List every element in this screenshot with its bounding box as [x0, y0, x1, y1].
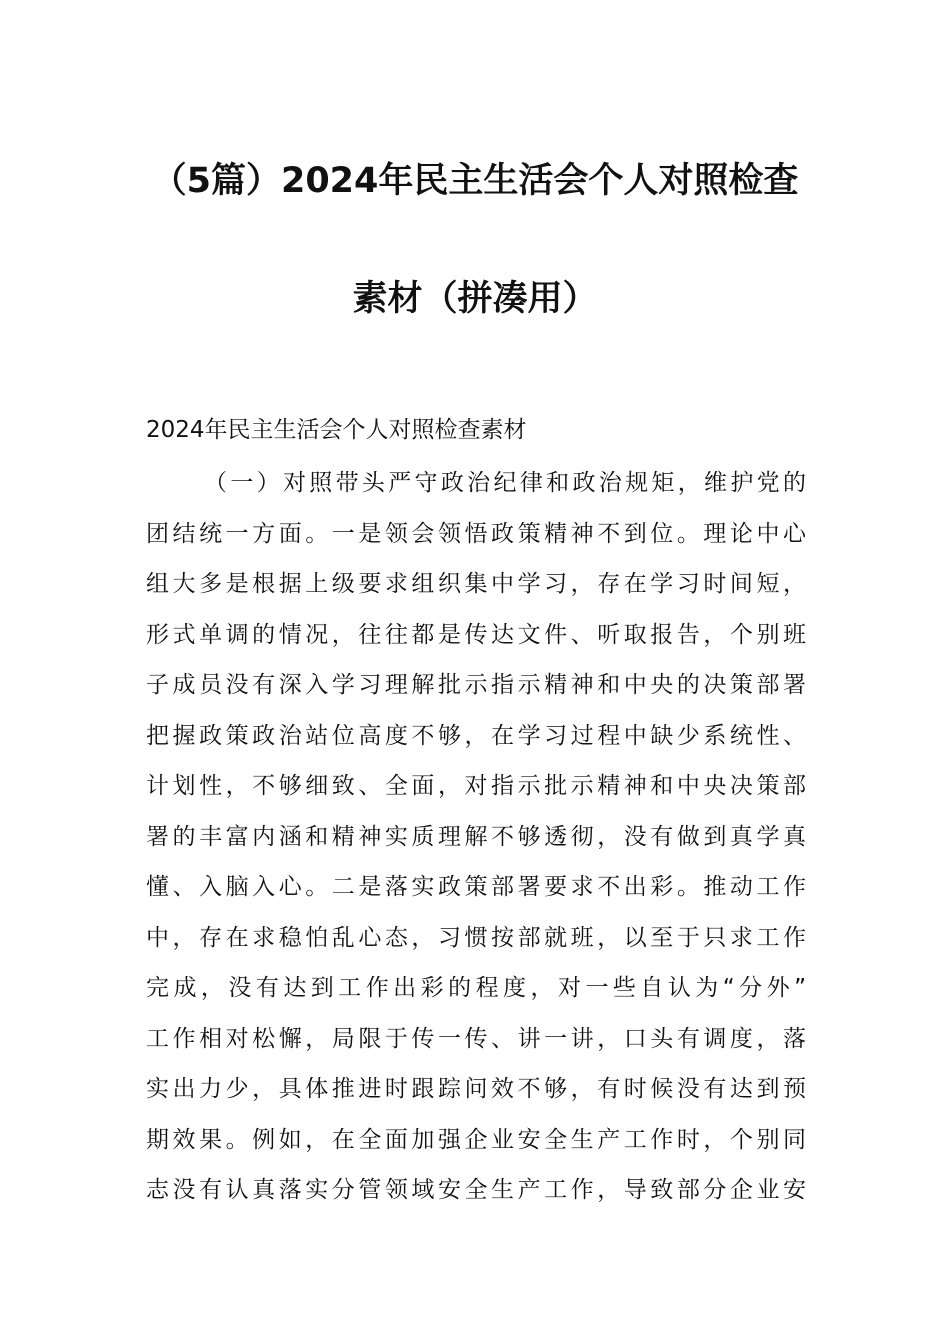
section-subtitle: 2024年民主生活会个人对照检查素材	[146, 417, 527, 443]
body-line: 团结统一方面。一是领会领悟政策精神不到位。理论中心	[146, 520, 806, 547]
body-line: （一）对照带头严守政治纪律和政治规矩，维护党的	[204, 470, 806, 496]
body-line: 把握政策政治站位高度不够，在学习过程中缺少系统性、	[146, 722, 806, 749]
body-line: 实出力少，具体推进时跟踪问效不够，有时候没有达到预	[146, 1076, 806, 1102]
body-line: 期效果。例如，在全面加强企业安全生产工作时，个别同	[146, 1126, 806, 1153]
body-line: 志没有认真落实分管领域安全生产工作，导致部分企业安	[146, 1177, 806, 1203]
body-line: 完成，没有达到工作出彩的程度，对一些自认为“分外”	[146, 975, 806, 1001]
body-line: 署的丰富内涵和精神实质理解不够透彻，没有做到真学真	[146, 823, 806, 850]
body-line: 组大多是根据上级要求组织集中学习，存在学习时间短，	[146, 571, 806, 597]
body-line: 形式单调的情况，往往都是传达文件、听取报告，个别班	[146, 621, 806, 648]
document-title-line-1: （5篇）2024年民主生活会个人对照检查	[151, 161, 799, 201]
body-line: 子成员没有深入学习理解批示指示精神和中央的决策部署	[146, 672, 806, 698]
body-line: 工作相对松懈，局限于传一传、讲一讲，口头有调度，落	[146, 1025, 806, 1052]
body-line: 懂、入脑入心。二是落实政策部署要求不出彩。推动工作	[146, 874, 806, 900]
body-paragraph	[146, 458, 806, 1216]
body-line: 中，存在求稳怕乱心态，习惯按部就班，以至于只求工作	[146, 924, 806, 951]
document-title-line-2: 素材（拼凑用）	[352, 279, 598, 319]
body-line: 计划性，不够细致、全面，对指示批示精神和中央决策部	[146, 773, 806, 799]
